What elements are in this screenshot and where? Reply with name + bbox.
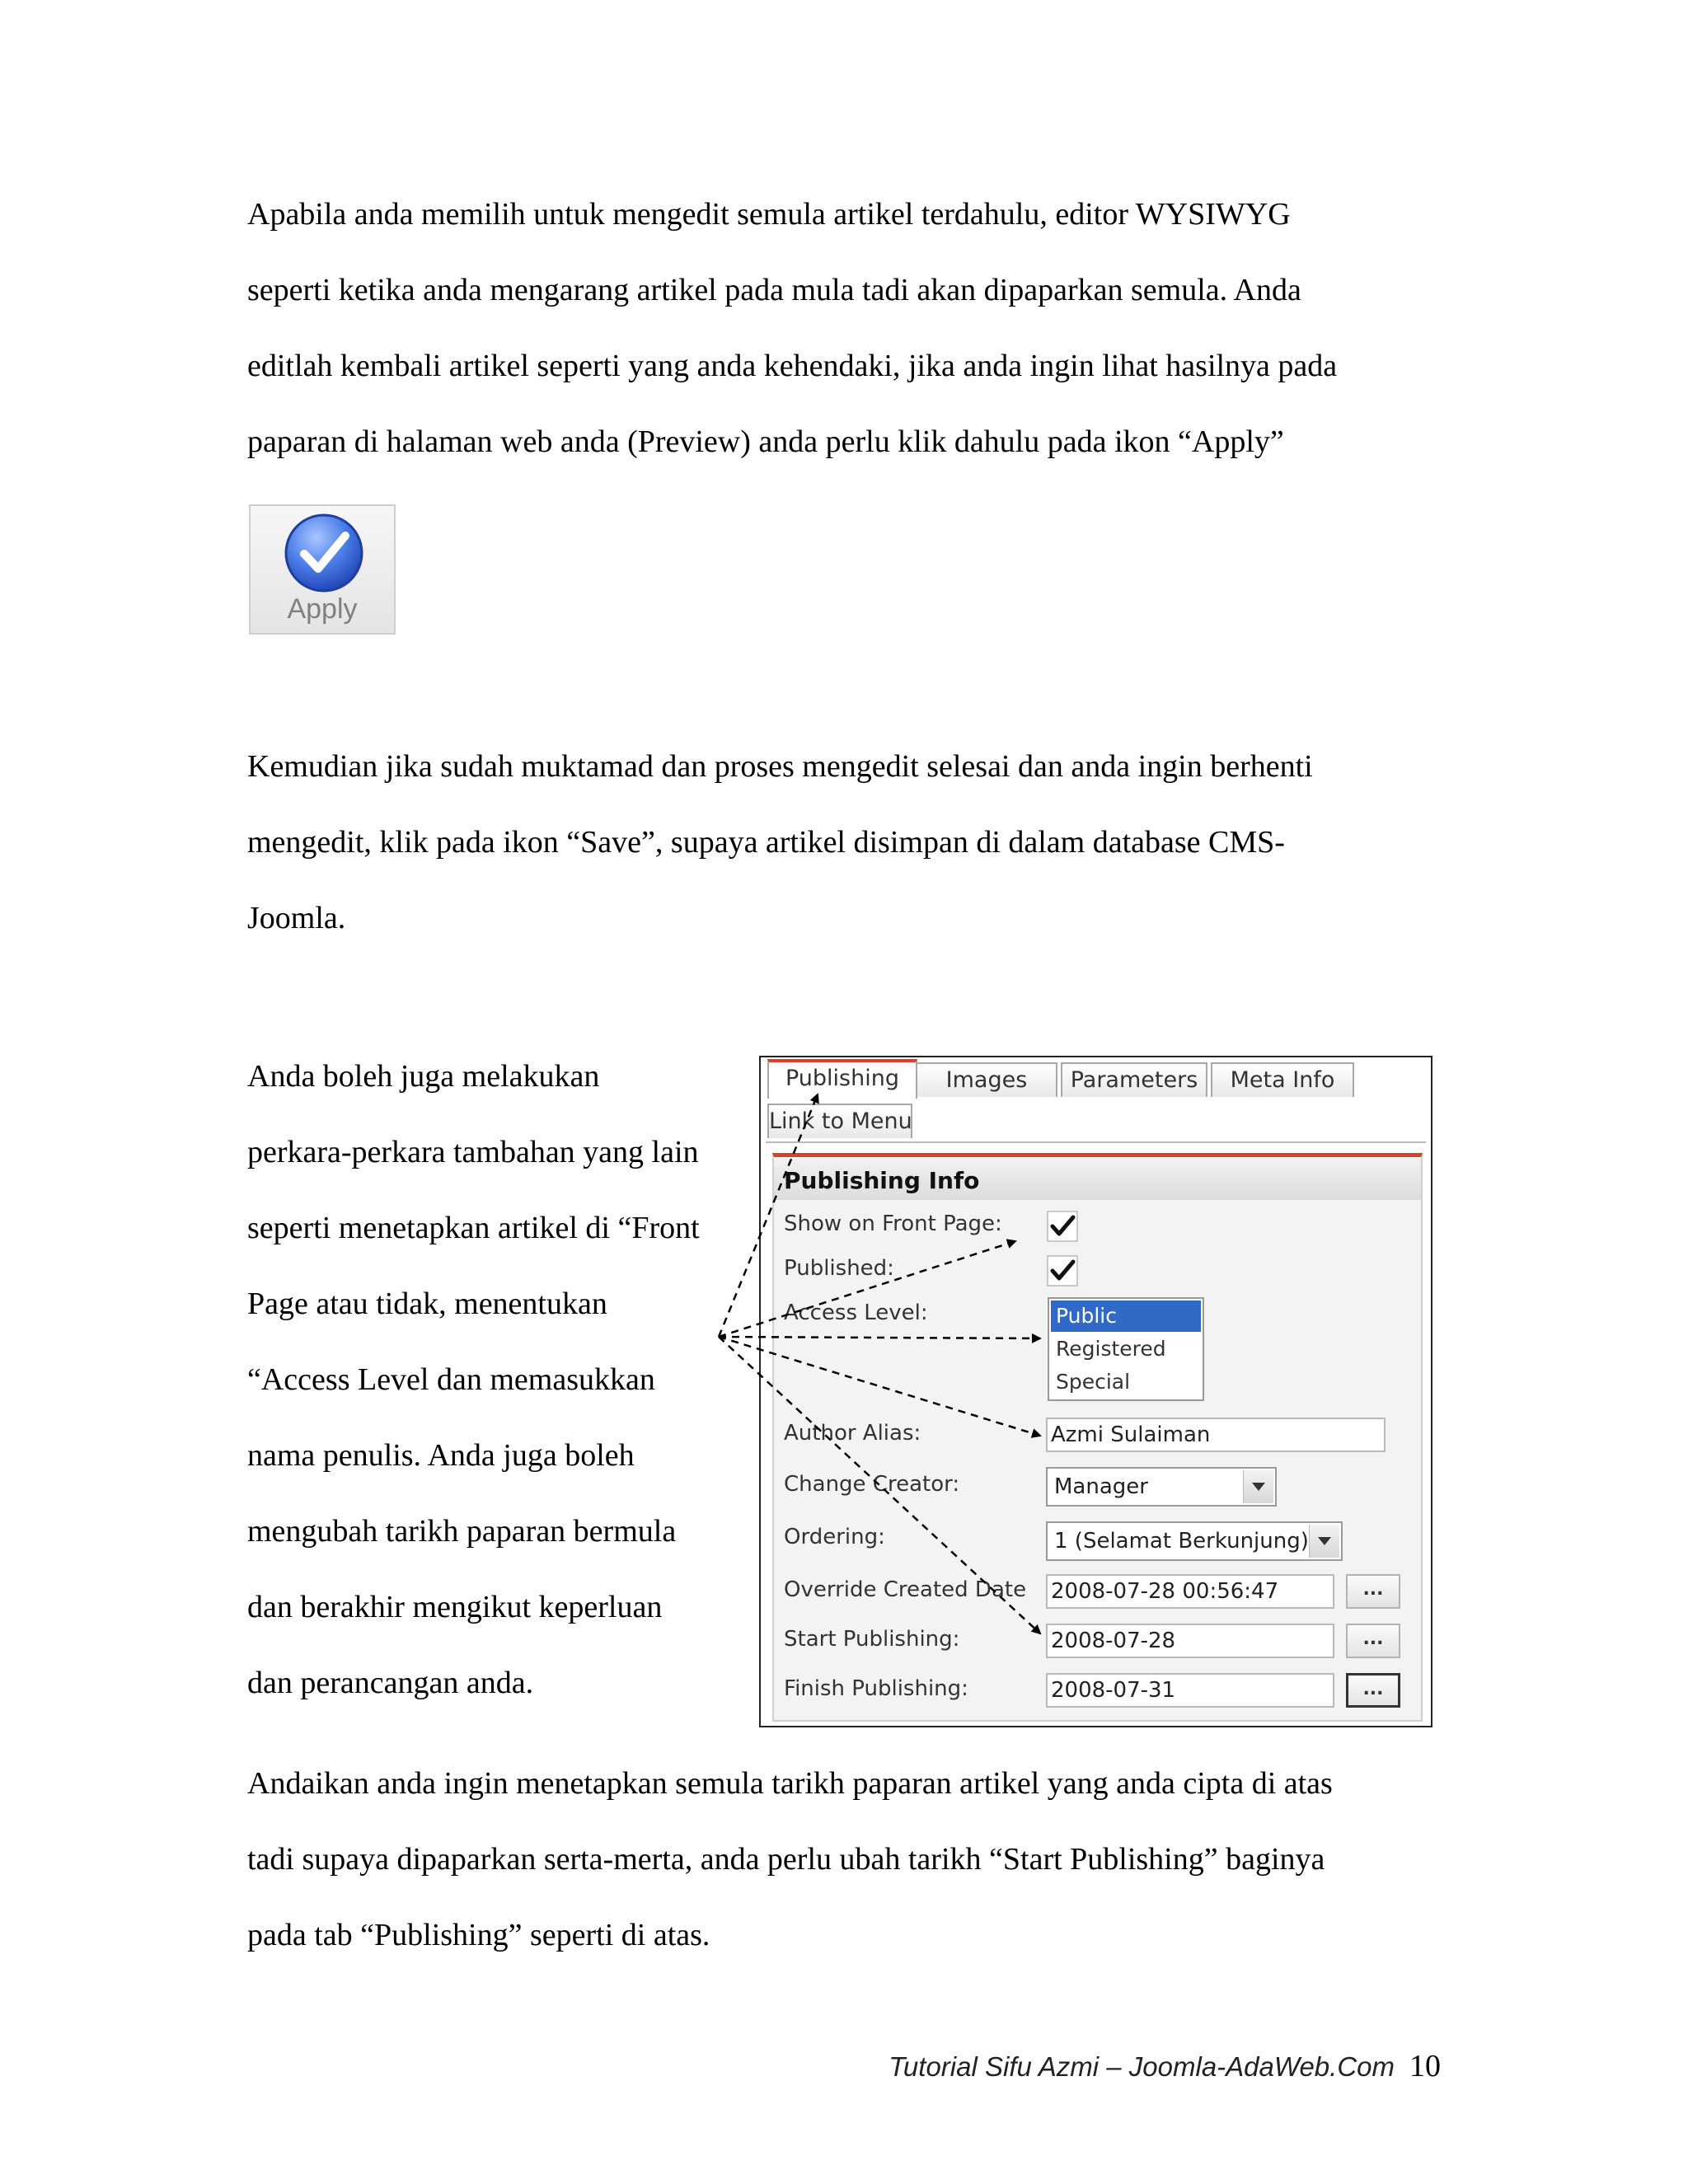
ordering-select[interactable] (1046, 1521, 1343, 1561)
author-alias-input[interactable]: Azmi Sulaiman (1046, 1418, 1386, 1452)
change-creator-select[interactable] (1046, 1467, 1277, 1507)
footer-credit: Tutorial Sifu Azmi – Joomla-AdaWeb.Com (889, 2051, 1395, 2082)
paragraph-line: dan berakhir mengikut keperluan (247, 1590, 663, 1624)
page-footer (889, 2048, 1441, 2084)
override-created-date-input[interactable]: 2008-07-28 00:56:47 (1046, 1574, 1334, 1609)
published-label: Published: (784, 1256, 894, 1281)
tab-parameters[interactable]: Parameters (1061, 1062, 1207, 1097)
paragraph-line: nama penulis. Anda juga boleh (247, 1438, 635, 1473)
finish-publishing-input[interactable]: 2008-07-31 (1046, 1673, 1334, 1708)
access-option-registered[interactable]: Registered (1056, 1337, 1166, 1361)
access-level-listbox[interactable] (1048, 1297, 1204, 1401)
start-publishing-label: Start Publishing: (784, 1627, 960, 1652)
show-on-front-page-label: Show on Front Page: (784, 1212, 1002, 1236)
tab-publishing[interactable]: Publishing (767, 1059, 917, 1099)
paragraph-line: Apabila anda memilih untuk mengedit semula artikel terdahulu, editor WYSIWYG (247, 197, 1291, 232)
checkmark-circle-icon (284, 513, 364, 593)
paragraph-line: seperti menetapkan artikel di “Front (247, 1211, 700, 1245)
tabs-divider (766, 1141, 1426, 1143)
start-publishing-calendar-button[interactable]: ... (1346, 1624, 1400, 1658)
apply-label: Apply (287, 593, 358, 625)
change-creator-label: Change Creator: (784, 1472, 960, 1497)
start-publishing-input[interactable]: 2008-07-28 (1046, 1624, 1334, 1658)
author-alias-label: Author Alias: (784, 1421, 921, 1446)
ordering-value: 1 (Selamat Berkunjung) (1054, 1529, 1309, 1554)
paragraph-line: Page atau tidak, menentukan (247, 1286, 607, 1321)
ordering-label: Ordering: (784, 1525, 885, 1549)
paragraph-line: seperti ketika anda mengarang artikel pada mula tadi akan dipaparkan semula. Anda (247, 273, 1301, 307)
chevron-down-icon[interactable] (1243, 1470, 1273, 1503)
show-on-front-page-checkbox[interactable] (1046, 1210, 1079, 1243)
paragraph-line: mengedit, klik pada ikon “Save”, supaya artikel disimpan di dalam database CMS- (247, 825, 1285, 860)
paragraph-line: Kemudian jika sudah muktamad dan proses mengedit selesai dan anda ingin berhenti (247, 749, 1313, 784)
section-title: Publishing Info (774, 1157, 1421, 1200)
finish-publishing-calendar-button[interactable]: ... (1346, 1673, 1400, 1708)
access-option-public[interactable]: Public (1051, 1301, 1201, 1332)
override-created-date-label: Override Created Date (784, 1577, 1027, 1602)
paragraph-line: tadi supaya dipaparkan serta-merta, anda perlu ubah tarikh “Start Publishing” baginya (247, 1842, 1325, 1877)
apply-button-image (249, 504, 396, 635)
paragraph-line: editlah kembali artikel seperti yang anda kehendaki, jika anda ingin lihat hasilnya pada (247, 349, 1338, 383)
change-creator-value: Manager (1054, 1474, 1148, 1499)
paragraph-line: paparan di halaman web anda (Preview) anda perlu klik dahulu pada ikon “Apply” (247, 424, 1284, 459)
chevron-down-icon[interactable] (1309, 1525, 1339, 1558)
tab-link-to-menu[interactable]: Link to Menu (767, 1104, 912, 1138)
tab-images[interactable]: Images (916, 1062, 1057, 1097)
access-level-label: Access Level: (784, 1301, 928, 1325)
finish-publishing-label: Finish Publishing: (784, 1676, 968, 1701)
paragraph-line: pada tab “Publishing” seperti di atas. (247, 1918, 710, 1952)
paragraph-line: Joomla. (247, 901, 346, 935)
paragraph-line: Andaikan anda ingin menetapkan semula tarikh paparan artikel yang anda cipta di atas (247, 1766, 1333, 1801)
paragraph-line: mengubah tarikh paparan bermula (247, 1514, 677, 1549)
paragraph-line: “Access Level dan memasukkan (247, 1362, 655, 1397)
paragraph-line: Anda boleh juga melakukan (247, 1059, 600, 1094)
access-option-special[interactable]: Special (1056, 1370, 1131, 1394)
override-date-calendar-button[interactable]: ... (1346, 1574, 1400, 1609)
publishing-panel (759, 1056, 1432, 1727)
page-number: 10 (1409, 2049, 1441, 2083)
tab-meta-info[interactable]: Meta Info (1211, 1062, 1354, 1097)
published-checkbox[interactable] (1046, 1254, 1079, 1287)
publishing-info-section (772, 1153, 1423, 1722)
paragraph-line: dan perancangan anda. (247, 1666, 534, 1700)
paragraph-line: perkara-perkara tambahan yang lain (247, 1135, 699, 1169)
